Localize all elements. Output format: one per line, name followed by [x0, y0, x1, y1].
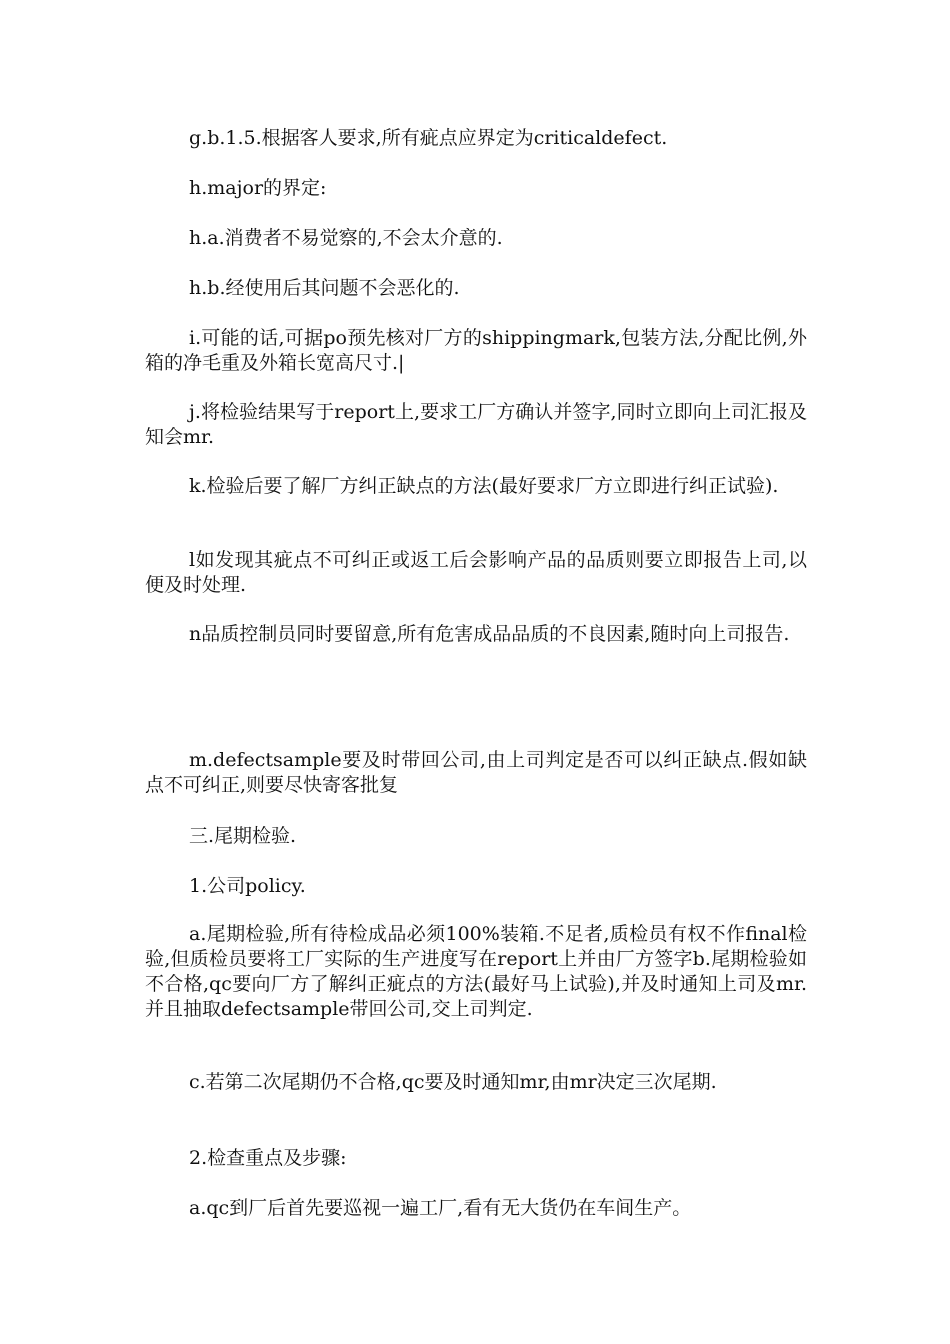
paragraph-inspection-steps: 2.检查重点及步骤:	[189, 1147, 347, 1169]
paragraph-j: j.将检验结果写于report上,要求工厂方确认并签字,同时立即向上司汇报及知会mr.	[145, 401, 807, 448]
section-heading-final-inspection: 三.尾期检验.	[189, 825, 297, 847]
paragraph-a-qc-patrol: a.qc到厂后首先要巡视一遍工厂,看有无大货仍在车间生产。	[189, 1197, 692, 1219]
paragraph-h-major: h.major的界定:	[189, 177, 327, 199]
paragraph-company-policy: 1.公司policy.	[189, 875, 306, 897]
paragraph-h-a: h.a.消费者不易觉察的,不会太介意的.	[189, 227, 503, 249]
paragraph-k: k.检验后要了解厂方纠正缺点的方法(最好要求厂方立即进行纠正试验).	[189, 475, 779, 497]
paragraph-i: i.可能的话,可据po预先核对厂方的shippingmark,包装方法,分配比例,外箱的净毛重及外箱长宽高尺寸.|	[145, 327, 807, 374]
paragraph-l: l如发现其疵点不可纠正或返工后会影响产品的品质则要立即报告上司,以便及时处理.	[145, 549, 807, 596]
paragraph-a-final-inspection: a.尾期检验,所有待检成品必须100%装箱.不足者,质检员有权不作final检验,但质检员要将工厂实际的生产进度写在report上并由厂方签字b.尾期检验如不合格,qc要向厂方了解纠正疵点的方法(最好马上试验),并及时通知上司及mr.并且抽取defectsample带回公司,交上司判定.	[145, 923, 807, 1020]
paragraph-m: m.defectsample要及时带回公司,由上司判定是否可以纠正缺点.假如缺点不可纠正,则要尽快寄客批复	[145, 749, 807, 796]
paragraph-n: n品质控制员同时要留意,所有危害成品品质的不良因素,随时向上司报告.	[189, 623, 790, 645]
paragraph-g-b-1-5: g.b.1.5.根据客人要求,所有疵点应界定为criticaldefect.	[189, 127, 668, 149]
paragraph-h-b: h.b.经使用后其问题不会恶化的.	[189, 277, 460, 299]
paragraph-c-second-final: c.若第二次尾期仍不合格,qc要及时通知mr,由mr决定三次尾期.	[189, 1071, 717, 1093]
